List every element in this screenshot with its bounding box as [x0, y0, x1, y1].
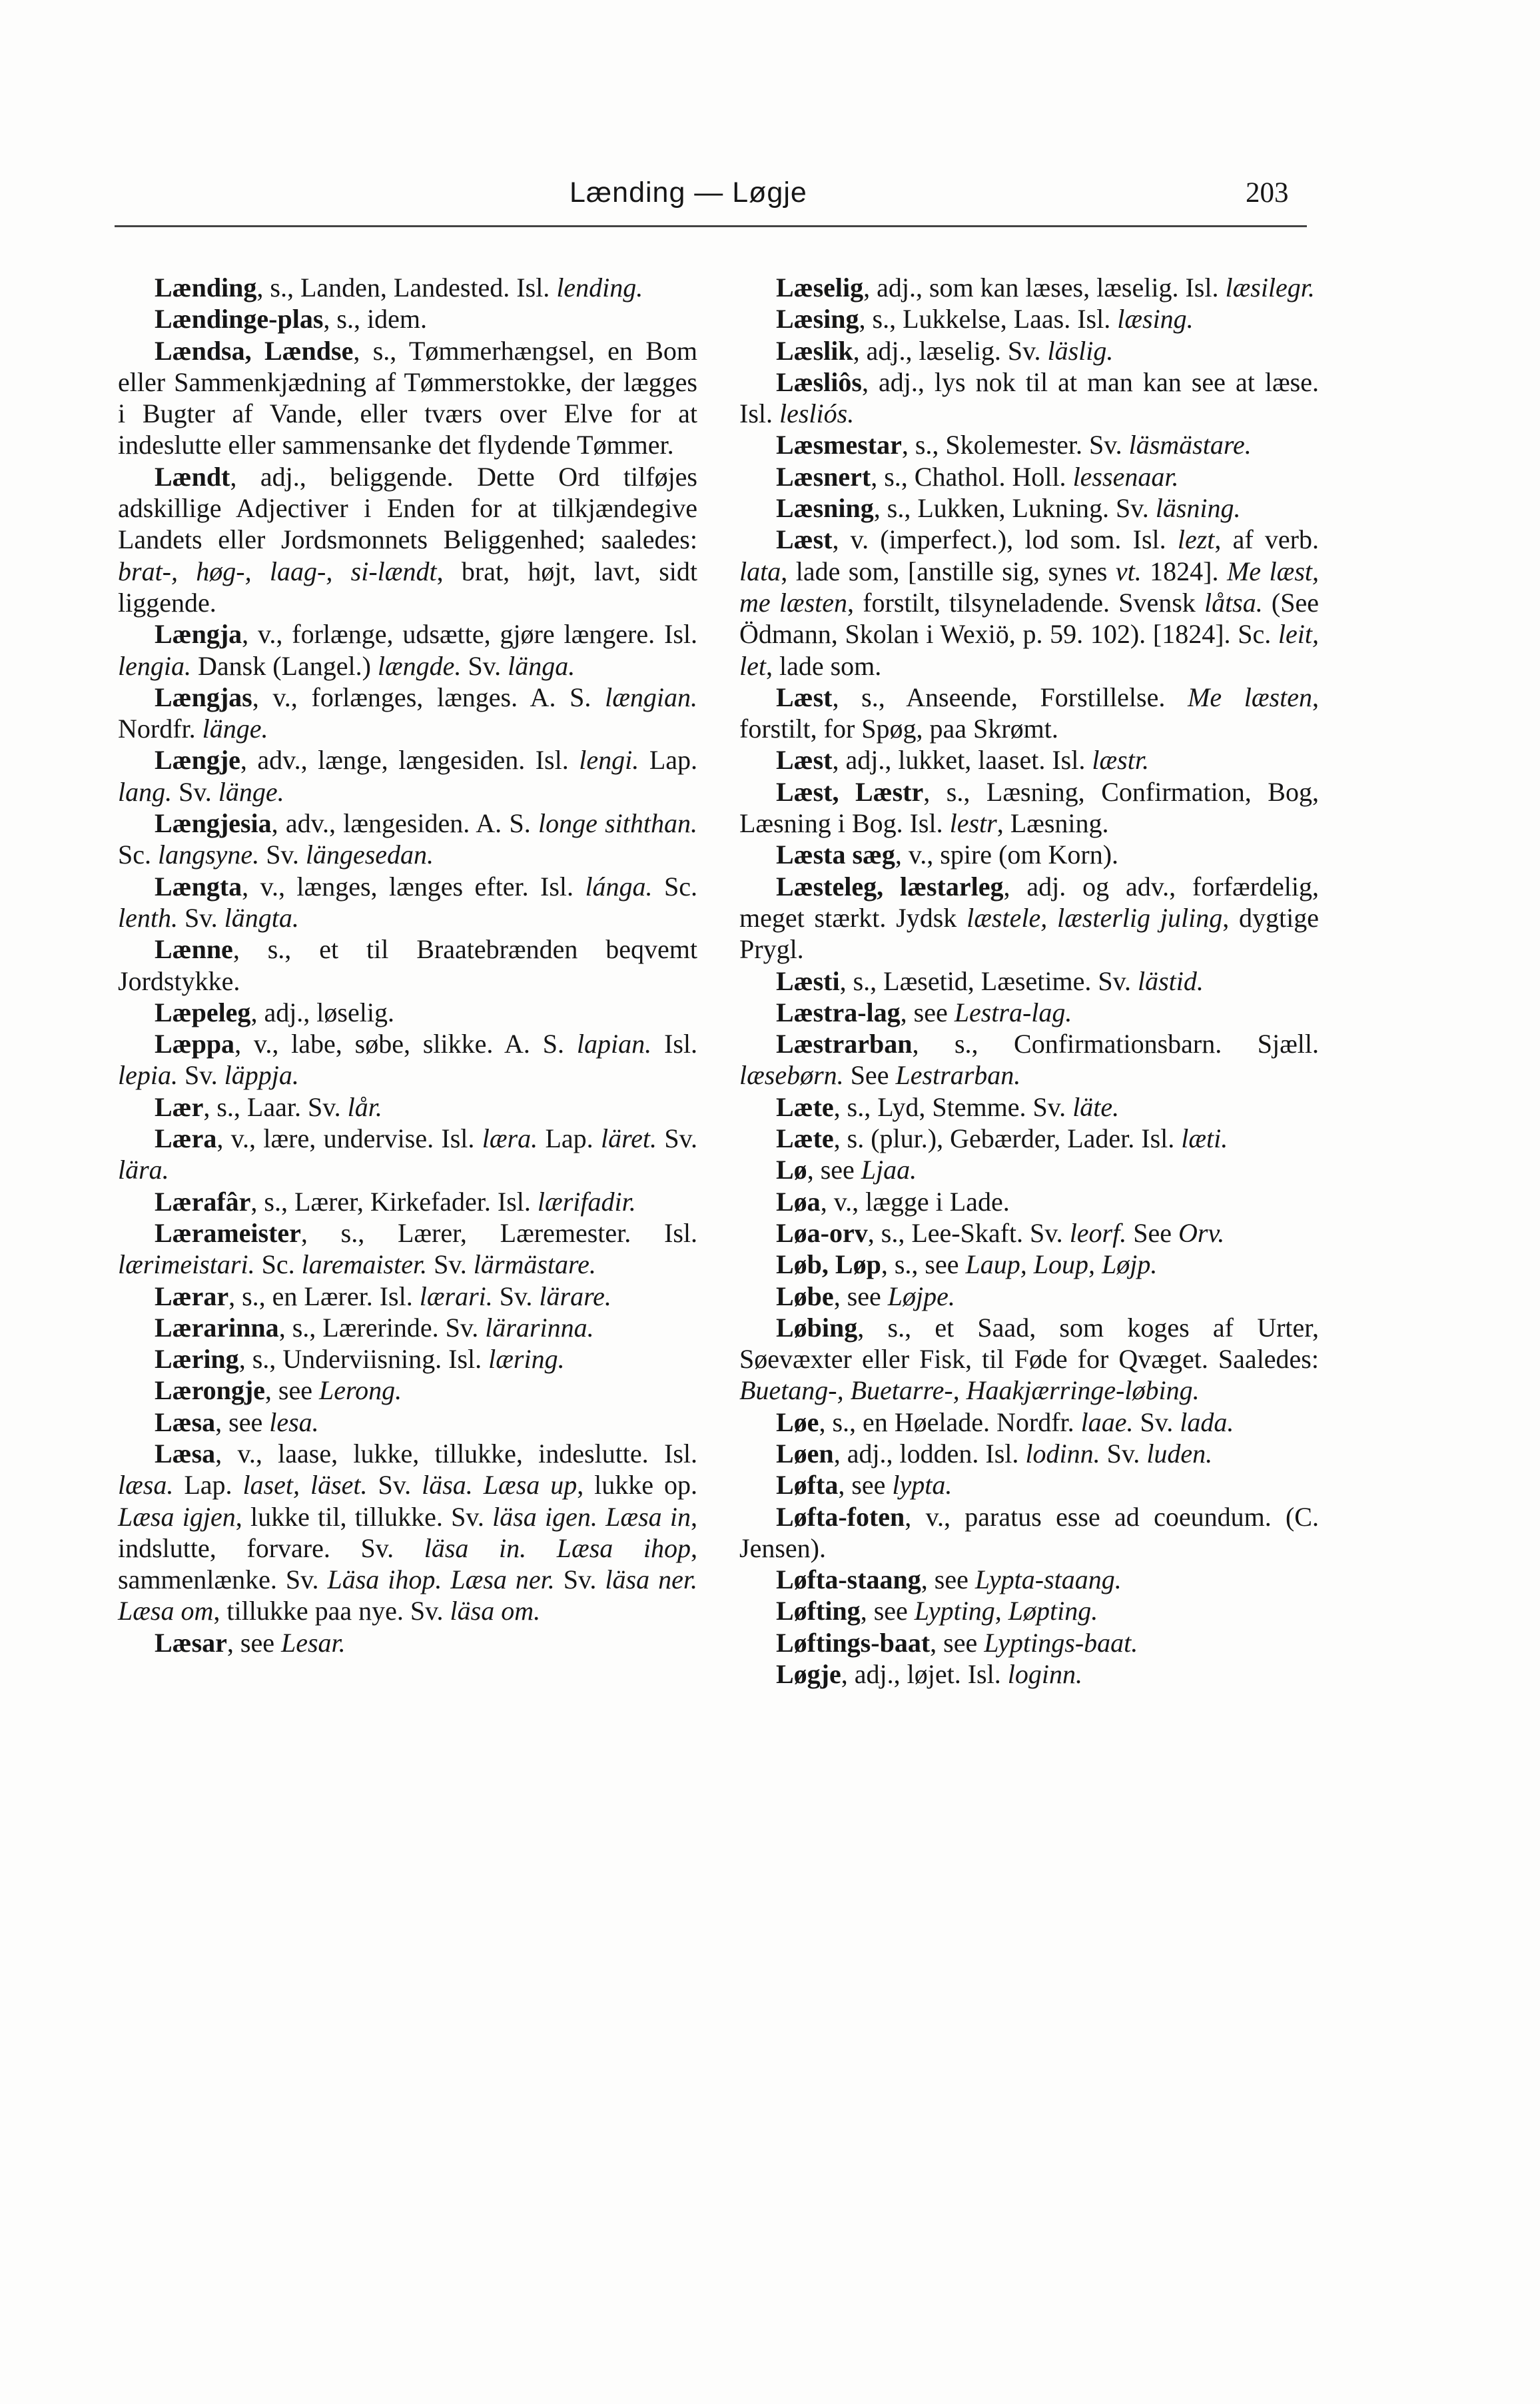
entry-definition: , s., Laar. Sv. lår.: [203, 1091, 382, 1122]
dictionary-entry: [739, 524, 1319, 681]
dictionary-entry: [118, 1407, 697, 1438]
entry-headword: Løftings-baat: [776, 1627, 931, 1658]
dictionary-entry: [739, 744, 1319, 776]
dictionary-entry: [739, 1186, 1319, 1217]
dictionary-entry: [739, 335, 1319, 366]
entry-headword: Læsti: [776, 965, 840, 996]
entry-definition: , adv., længesiden. A. S. longe siththan. Sc. langsyne. Sv. längesedan.: [118, 808, 698, 870]
entry-definition: , s., Anseende, Forstillelse. Me læsten, forstilt, for Spøg, paa Skrømt.: [739, 682, 1319, 744]
entry-definition: , see Lypting, Løpting.: [860, 1596, 1098, 1626]
entry-headword: Lændt: [155, 461, 230, 492]
entry-definition: , v., lære, undervise. Isl. læra. Lap. läret. Sv. lära.: [118, 1123, 697, 1185]
entry-headword: Lærarinna: [155, 1312, 279, 1343]
dictionary-entry: [739, 1028, 1319, 1091]
entry-headword: Lærar: [155, 1281, 229, 1311]
dictionary-entry: [118, 744, 697, 808]
entry-definition: , s., Lærerinde. Sv. lärarinna.: [278, 1312, 594, 1343]
entry-headword: Længja: [155, 619, 242, 650]
entry-definition: , v., labe, søbe, slikke. A. S. lapian. Isl. lepia. Sv. läppja.: [118, 1029, 697, 1091]
dictionary-entry: [739, 1627, 1319, 1658]
entry-headword: Lænne: [155, 934, 233, 965]
entry-headword: Læsning: [776, 493, 874, 524]
entry-definition: , adj., beliggende. Dette Ord tilføjes adskillige Adjectiver i Enden for at tilkjændegive Landets eller Jordsmonnets Beliggenhed; saaledes: brat-, høg-, laag-, si-lændt, brat, højt, lavt, sidt liggende.: [118, 461, 697, 618]
dictionary-entry: [739, 1501, 1319, 1564]
dictionary-entry: [739, 997, 1319, 1028]
entry-definition: , s., Lukken, Lukning. Sv. läsning.: [873, 493, 1241, 524]
dictionary-entry: [118, 682, 697, 745]
dictionary-entry: [739, 1658, 1319, 1690]
entry-definition: , s., Chathol. Holl. lessenaar.: [871, 461, 1179, 492]
entry-definition: , see lypta.: [838, 1470, 953, 1501]
dictionary-entry: [739, 429, 1319, 460]
entry-headword: Læring: [155, 1344, 239, 1375]
entry-definition: , s., Skolemester. Sv. läsmästare.: [901, 430, 1252, 460]
entry-headword: Lændsa, Lændse: [155, 335, 354, 366]
entry-headword: Læstra-lag: [776, 997, 901, 1027]
entry-definition: , v., lægge i Lade.: [820, 1186, 1010, 1217]
dictionary-entry: [118, 1312, 697, 1343]
entry-headword: Læsteleg, læstarleg: [776, 871, 1004, 902]
entry-headword: Læsa: [155, 1438, 216, 1469]
entry-headword: Løb, Løp: [776, 1249, 881, 1280]
entry-headword: Løgje: [776, 1659, 841, 1690]
entry-definition: , adj., lodden. Isl. lodinn. Sv. luden.: [833, 1438, 1213, 1469]
dictionary-entry: [118, 461, 697, 618]
entry-definition: , s., see Laup, Loup, Løjp.: [881, 1249, 1158, 1280]
dictionary-entry: [739, 1281, 1319, 1312]
dictionary-entry: [739, 1595, 1319, 1626]
entry-headword: Længje: [155, 745, 240, 776]
entry-headword: Læsliôs: [776, 366, 862, 397]
entry-definition: , s., Lærer, Læremester. Isl. lærimeistari. Sc. laremaister. Sv. lärmästare.: [118, 1217, 697, 1280]
dictionary-entry: [739, 1407, 1319, 1438]
entry-definition: , s. (plur.), Gebærder, Lader. Isl. læti.: [833, 1123, 1228, 1154]
dictionary-entry: [739, 1564, 1319, 1595]
entry-definition: , adj., læselig. Sv. läslig.: [853, 335, 1114, 366]
entry-headword: Længta: [155, 871, 242, 902]
entry-headword: Læst, Læstr: [776, 776, 924, 807]
entry-headword: Læsmestar: [776, 430, 902, 460]
entry-headword: Læte: [776, 1123, 834, 1154]
right-column: [739, 272, 1319, 1690]
entry-definition: , see Lerong.: [264, 1375, 402, 1406]
entry-headword: Læpeleg: [155, 997, 251, 1027]
entry-definition: , s., Læsning, Confirmation, Bog, Læsning i Bog. Isl. lestr, Læsning.: [739, 776, 1319, 839]
page-header-title: Lænding — Løgje: [570, 177, 807, 209]
entry-definition: , adj., løjet. Isl. loginn.: [841, 1659, 1082, 1690]
entry-headword: Læst: [776, 682, 833, 712]
dictionary-entry: [739, 839, 1319, 870]
entry-headword: Løa-orv: [776, 1217, 868, 1248]
entry-headword: Løbing: [776, 1312, 858, 1343]
entry-definition: , s., Lyd, Stemme. Sv. läte.: [833, 1091, 1120, 1122]
entry-headword: Løa: [776, 1186, 821, 1217]
entry-definition: , see lesa.: [215, 1407, 319, 1437]
dictionary-entry: [739, 461, 1319, 492]
dictionary-entry: [739, 1249, 1319, 1280]
entry-headword: Læselig: [776, 273, 864, 302]
entry-definition: , see Lesar.: [226, 1627, 346, 1658]
dictionary-entry: [739, 1438, 1319, 1469]
dictionary-entry: [739, 965, 1319, 997]
entry-definition: , s., Confirmationsbarn. Sjæll. læsebørn. See Lestrarban.: [739, 1029, 1319, 1091]
entry-headword: Løbe: [776, 1281, 834, 1311]
header-rule: [115, 225, 1307, 227]
entry-definition: , adj., som kan læses, læselig. Isl. læsilegr.: [863, 273, 1315, 302]
entry-definition: , v., spire (om Korn).: [895, 840, 1119, 870]
entry-headword: Lærafâr: [155, 1186, 251, 1217]
entry-headword: Læra: [155, 1123, 217, 1154]
entry-definition: , s., et Saad, som koges af Urter, Søevæxter eller Fisk, til Føde for Qvæget. Saaledes: Buetang-, Buetarre-, Haakjærringe-løbing.: [739, 1312, 1319, 1406]
entry-headword: Løfting: [776, 1596, 861, 1626]
entry-definition: , see Lestra-lag.: [900, 997, 1072, 1027]
dictionary-entry: [739, 303, 1319, 334]
entry-headword: Læte: [776, 1091, 834, 1122]
dictionary-entry: [739, 492, 1319, 524]
entry-definition: , s., Tømmerhængsel, en Bom eller Sammenkjædning af Tømmerstokke, der lægges i Bugter af Vande, eller tværs over Elve for at indeslutte eller sammensanke det flydende Tømmer.: [118, 335, 697, 460]
entry-headword: Lærameister: [155, 1217, 301, 1248]
dictionary-entry: [118, 1375, 697, 1406]
entry-definition: , see Løjpe.: [833, 1281, 955, 1311]
entry-headword: Læstrarban: [776, 1029, 913, 1059]
entry-headword: Læsa: [155, 1407, 216, 1437]
entry-headword: Læst: [776, 524, 833, 555]
dictionary-entry: [739, 1154, 1319, 1185]
entry-headword: Lærongje: [155, 1375, 265, 1406]
entry-headword: Læst: [776, 745, 833, 776]
entry-headword: Lændinge-plas: [155, 304, 324, 334]
dictionary-entry: [118, 1438, 697, 1627]
dictionary-entry: [739, 1091, 1319, 1123]
dictionary-entry: [739, 871, 1319, 965]
entry-definition: , see Lyptings-baat.: [930, 1627, 1138, 1658]
entry-definition: , v. (imperfect.), lod som. Isl. lezt, af verb. lata, lade som, [anstille sig, synes vt. 1824]. Me læst, me læsten, forstilt, tilsyneladende. Svensk låtsa. (See Ödmann, Skolan i Wexiö, p. 59. 102). [1824]. Sc. leit, let, lade som.: [739, 524, 1320, 681]
entry-definition: , adj., lukket, laaset. Isl. læstr.: [832, 745, 1149, 776]
entry-headword: Læppa: [155, 1029, 235, 1059]
dictionary-entry: [118, 1186, 697, 1217]
entry-headword: Læsnert: [776, 461, 871, 492]
entry-headword: Lær: [155, 1091, 204, 1122]
entry-definition: , v., forlænge, udsætte, gjøre længere. Isl. lengia. Dansk (Langel.) længde. Sv. länga.: [118, 619, 697, 681]
dictionary-entry: [118, 303, 697, 334]
dictionary-entry: [739, 776, 1319, 840]
dictionary-entry: [118, 1123, 697, 1186]
entry-headword: Lænding: [155, 273, 257, 302]
entry-definition: , see Lypta-staang.: [921, 1564, 1122, 1595]
entry-definition: , s., en Høelade. Nordfr. laae. Sv. lada.: [819, 1407, 1234, 1437]
entry-headword: Løfta-staang: [776, 1564, 921, 1595]
entry-definition: , s., Læsetid, Læsetime. Sv. lästid.: [839, 965, 1204, 996]
dictionary-entry: [118, 272, 697, 303]
entry-definition: , adv., længe, længesiden. Isl. lengi. Lap. lang. Sv. länge.: [118, 745, 698, 807]
entry-definition: , see Ljaa.: [807, 1155, 917, 1185]
entry-headword: Løen: [776, 1438, 834, 1469]
entry-headword: Læsta sæg: [776, 840, 895, 870]
entry-headword: Lø: [776, 1155, 807, 1185]
dictionary-entry: [739, 1312, 1319, 1407]
dictionary-entry: [118, 1627, 697, 1658]
entry-definition: , v., laase, lukke, tillukke, indeslutte. Isl. læsa. Lap. laset, läset. Sv. läsa. Læsa up, lukke op. Læsa igjen, lukke til, tillukke. Sv. läsa igen. Læsa in, indslutte, forvare. Sv. läsa in. Læsa ihop, sammenlænke. Sv. Läsa ihop. Læsa ner. Sv. läsa ner. Læsa om, tillukke paa nye. Sv. läsa om.: [118, 1438, 698, 1626]
entry-headword: Længjas: [155, 682, 252, 712]
entry-definition: , s., Lee-Skaft. Sv. leorf. See Orv.: [867, 1217, 1225, 1248]
entry-headword: Længjesia: [155, 808, 272, 839]
dictionary-entry: [118, 1028, 697, 1091]
left-column: [118, 272, 697, 1658]
page-number: 203: [1246, 177, 1289, 209]
entry-definition: , s., en Lærer. Isl. lærari. Sv. lärare.: [228, 1281, 611, 1311]
entry-definition: , s., Landen, Landested. Isl. lending.: [256, 273, 643, 302]
dictionary-entry: [118, 1281, 697, 1312]
entry-definition: , adj. og adv., forfærdelig, meget stærkt. Jydsk læstele, læsterlig juling, dygtige Prygl.: [739, 871, 1319, 965]
entry-definition: , v., forlænges, længes. A. S. længian. Nordfr. länge.: [118, 682, 697, 744]
entry-definition: , adj., lys nok til at man kan see at læse. Isl. lesliós.: [739, 366, 1319, 429]
entry-definition: , adj., løselig.: [250, 997, 394, 1027]
dictionary-entry: [739, 1217, 1319, 1249]
dictionary-entry: [118, 335, 697, 461]
entry-headword: Løe: [776, 1407, 819, 1437]
dictionary-entry: [118, 1343, 697, 1375]
dictionary-entry: [118, 997, 697, 1028]
entry-definition: , s., Lukkelse, Laas. Isl. læsing.: [859, 304, 1194, 334]
entry-headword: Løfta: [776, 1470, 839, 1501]
entry-headword: Løfta-foten: [776, 1501, 905, 1532]
entry-definition: , s., Lærer, Kirkefader. Isl. lærifadir.: [250, 1186, 636, 1217]
entry-headword: Læslik: [776, 335, 853, 366]
dictionary-entry: [739, 366, 1319, 430]
dictionary-entry: [739, 1123, 1319, 1154]
entry-definition: , s., et til Braatebrænden beqvemt Jordstykke.: [118, 934, 697, 996]
entry-definition: , v., længes, længes efter. Isl. lánga. Sc. lenth. Sv. längta.: [118, 871, 697, 933]
dictionary-entry: [118, 808, 697, 871]
dictionary-entry: [118, 1091, 697, 1123]
dictionary-entry: [739, 1469, 1319, 1501]
entry-headword: Læsing: [776, 304, 859, 334]
dictionary-entry: [118, 933, 697, 997]
dictionary-entry: [118, 871, 697, 934]
entry-definition: , s., idem.: [323, 304, 427, 334]
entry-definition: , v., paratus esse ad coeundum. (C. Jensen).: [739, 1501, 1319, 1563]
entry-headword: Læsar: [155, 1627, 227, 1658]
dictionary-entry: [118, 1217, 697, 1281]
entry-definition: , s., Underviisning. Isl. læring.: [238, 1344, 565, 1375]
dictionary-entry: [739, 682, 1319, 745]
dictionary-entry: [118, 618, 697, 682]
dictionary-entry: [739, 272, 1319, 303]
